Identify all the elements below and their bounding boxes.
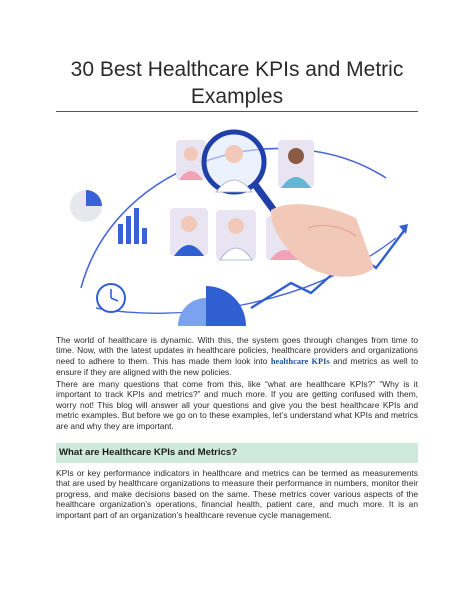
doctor-card-3 [170,208,208,256]
pie-chart-icon [70,190,102,222]
intro-text-before-link: The world of healthcare is dynamic. With this, the system goes through changes from time to time. Now, with the latest updates in healthcare policies, healthcare providers and organizations need to adhere to them. This has made them look into [56,335,418,366]
doctor-card-2 [278,140,314,188]
intro-text-after-link: and metrics as well to ensure if they are aligned with the new policies. [56,355,418,378]
title-line-2: Examples [190,85,284,108]
section-heading: What are Healthcare KPIs and Metrics? [59,447,238,458]
intro-paragraph-2: There are many questions that come from this, like “what are healthcare KPIs?” “Why is it important to track KPIs and metrics?” and much more. If you are getting confused with them, worry not! This blog will answer all your questions and give you the best healthcare KPIs and metric examples. But before we go on to these examples, let’s understand what KPIs and metrics are and why they are important. [56,379,418,431]
gloved-hand-icon [271,204,374,277]
document-title [56,56,418,110]
clock-icon [97,284,125,312]
hero-illustration [56,118,418,330]
healthcare-team-magnifier-illustration [56,118,418,330]
doctor-card-4 [216,210,256,260]
intro-paragraph-1 [56,335,418,378]
section-heading-bar [56,443,418,463]
title-line-1: 30 Best Healthcare KPIs and Metric [70,58,404,81]
title-underline [56,111,418,112]
healthcare-kpis-link[interactable]: healthcare KPIs [270,356,330,366]
doctor-card-1 [176,140,206,180]
section-body-paragraph: KPIs or key performance indicators in healthcare and metrics can be termed as measurements that are used by healthcare organizations to measure their performance in numbers, monitor their progress, and make decisions based on the same. These metrics cover various aspects of the healthcare organization’s operations, financial health, patient care, and much more. It is an important part of an organization’s healthcare revenue cycle management. [56,468,418,520]
magnifying-glass-icon [204,132,278,216]
